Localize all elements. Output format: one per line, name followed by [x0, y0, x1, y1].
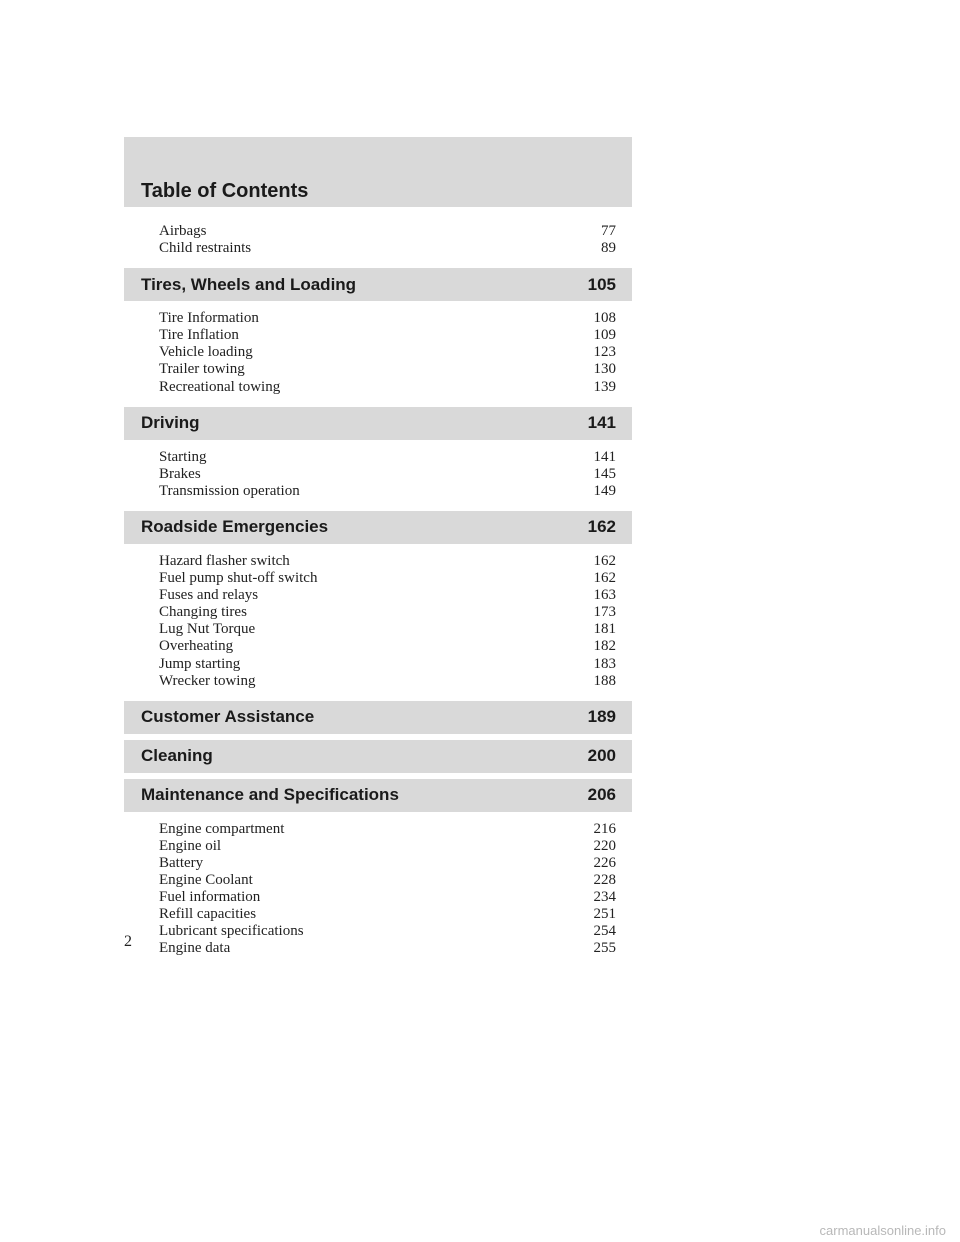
toc-entry[interactable]: [159, 923, 616, 940]
toc-entry[interactable]: [159, 604, 616, 621]
toc-entry-label: Transmission operation: [159, 482, 300, 499]
page-number: 2: [124, 933, 132, 950]
section-title: Tires, Wheels and Loading: [141, 274, 357, 294]
toc-entry[interactable]: [159, 466, 616, 483]
section-page: 162: [587, 517, 616, 537]
toc-entry-label: Vehicle loading: [159, 344, 253, 361]
watermark: carmanualsonline.info: [819, 1223, 946, 1238]
toc-entry-label: Lug Nut Torque: [159, 621, 256, 638]
toc-entry[interactable]: [159, 327, 616, 344]
toc-entry-page: 216: [593, 820, 616, 837]
toc-entry[interactable]: [159, 449, 616, 466]
toc-entry-page: 149: [593, 482, 616, 499]
toc-entry-page: 228: [593, 871, 616, 888]
section-page: 189: [587, 707, 616, 727]
toc-entry-label: Refill capacities: [159, 906, 257, 923]
section-title: Cleaning: [141, 746, 213, 766]
toc-entry[interactable]: [159, 361, 616, 378]
section-heading-tires-wheels-loading[interactable]: [124, 268, 632, 301]
toc-entry-page: 141: [593, 448, 616, 465]
section-entries: [124, 553, 632, 690]
toc-entry-page: 130: [593, 361, 616, 378]
toc-entry-label: Wrecker towing: [159, 672, 256, 689]
toc-entry-label: Overheating: [159, 638, 234, 655]
section-entries: [124, 310, 632, 395]
toc-entry[interactable]: [159, 656, 616, 673]
toc-entry[interactable]: [159, 855, 616, 872]
toc-entry[interactable]: [159, 940, 616, 957]
toc-entry-label: Fuel pump shut-off switch: [159, 570, 318, 587]
toc-entry-label: Fuel information: [159, 889, 261, 906]
toc-entry-page: 145: [593, 465, 616, 482]
toc-entry-label: Hazard flasher switch: [159, 552, 290, 569]
toc-entry[interactable]: [159, 310, 616, 327]
toc-entry-label: Engine Coolant: [159, 871, 253, 888]
toc-entry-page: 77: [601, 223, 616, 239]
toc-entry-page: 234: [593, 889, 616, 906]
toc-entry-label: Engine compartment: [159, 820, 285, 837]
section-page: 206: [587, 785, 616, 805]
toc-entry-label: Tire Information: [159, 310, 259, 327]
section-page: 141: [587, 413, 616, 433]
toc-entry-label: Trailer towing: [159, 361, 245, 378]
section-heading-maintenance-specifications[interactable]: [124, 779, 632, 812]
toc-entry-label: Tire Inflation: [159, 327, 239, 344]
section-page: 200: [587, 746, 616, 766]
toc-entry-page: 181: [593, 621, 616, 638]
toc-body: [124, 223, 632, 957]
toc-entry[interactable]: [159, 889, 616, 906]
toc-entry[interactable]: [159, 240, 616, 257]
toc-entry-page: 254: [593, 923, 616, 940]
toc-entry[interactable]: [159, 587, 616, 604]
section-heading-cleaning[interactable]: [124, 740, 632, 773]
toc-entry-label: Lubricant specifications: [159, 923, 304, 940]
toc-entry[interactable]: [159, 673, 616, 690]
section-heading-driving[interactable]: [124, 407, 632, 440]
page-title: Table of Contents: [141, 180, 309, 202]
toc-entry-label: Recreational towing: [159, 378, 281, 395]
toc-entry[interactable]: [159, 821, 616, 838]
toc-entry-page: 123: [593, 344, 616, 361]
toc-entry-label: Brakes: [159, 465, 201, 482]
toc-entry[interactable]: [159, 223, 616, 240]
toc-entry[interactable]: [159, 553, 616, 570]
toc-entry-page: 188: [593, 672, 616, 689]
intro-entries: [124, 223, 632, 257]
toc-entry-page: 220: [593, 837, 616, 854]
toc-entry-label: Battery: [159, 854, 204, 871]
toc-entry[interactable]: [159, 906, 616, 923]
toc-entry[interactable]: [159, 621, 616, 638]
toc-entry[interactable]: [159, 344, 616, 361]
section-title: Roadside Emergencies: [141, 517, 329, 537]
section-title: Driving: [141, 413, 200, 433]
toc-entry[interactable]: [159, 838, 616, 855]
toc-entry-page: 109: [593, 327, 616, 344]
toc-entry[interactable]: [159, 379, 616, 396]
toc-entry-label: Engine oil: [159, 837, 222, 854]
toc-entry-page: 183: [593, 655, 616, 672]
toc-entry-page: 162: [593, 570, 616, 587]
toc-entry-label: Engine data: [159, 940, 231, 957]
toc-entry-label: Airbags: [159, 223, 207, 239]
toc-entry-label: Jump starting: [159, 655, 241, 672]
section-entries: [124, 821, 632, 958]
toc-entry-page: 139: [593, 378, 616, 395]
toc-entry-page: 226: [593, 854, 616, 871]
section-heading-roadside-emergencies[interactable]: [124, 511, 632, 544]
toc-entry-label: Fuses and relays: [159, 587, 259, 604]
toc-entry-page: 162: [593, 552, 616, 569]
toc-header: [124, 137, 632, 207]
section-page: 105: [587, 274, 616, 294]
toc-entry-page: 163: [593, 587, 616, 604]
section-entries: [124, 449, 632, 500]
toc-entry[interactable]: [159, 483, 616, 500]
section-title: Customer Assistance: [141, 707, 315, 727]
toc-entry-page: 255: [593, 940, 616, 957]
toc-entry-label: Changing tires: [159, 604, 247, 621]
toc-entry-label: Child restraints: [159, 240, 252, 257]
toc-entry-page: 108: [593, 310, 616, 327]
section-title: Maintenance and Specifications: [141, 785, 399, 805]
toc-entry-label: Starting: [159, 448, 207, 465]
section-heading-customer-assistance[interactable]: [124, 701, 632, 734]
toc-entry-page: 182: [593, 638, 616, 655]
toc-entry-page: 89: [601, 240, 616, 257]
toc-entry[interactable]: [159, 638, 616, 655]
toc-entry-page: 173: [593, 604, 616, 621]
toc-entry[interactable]: [159, 570, 616, 587]
toc-entry[interactable]: [159, 872, 616, 889]
toc-entry-page: 251: [593, 906, 616, 923]
